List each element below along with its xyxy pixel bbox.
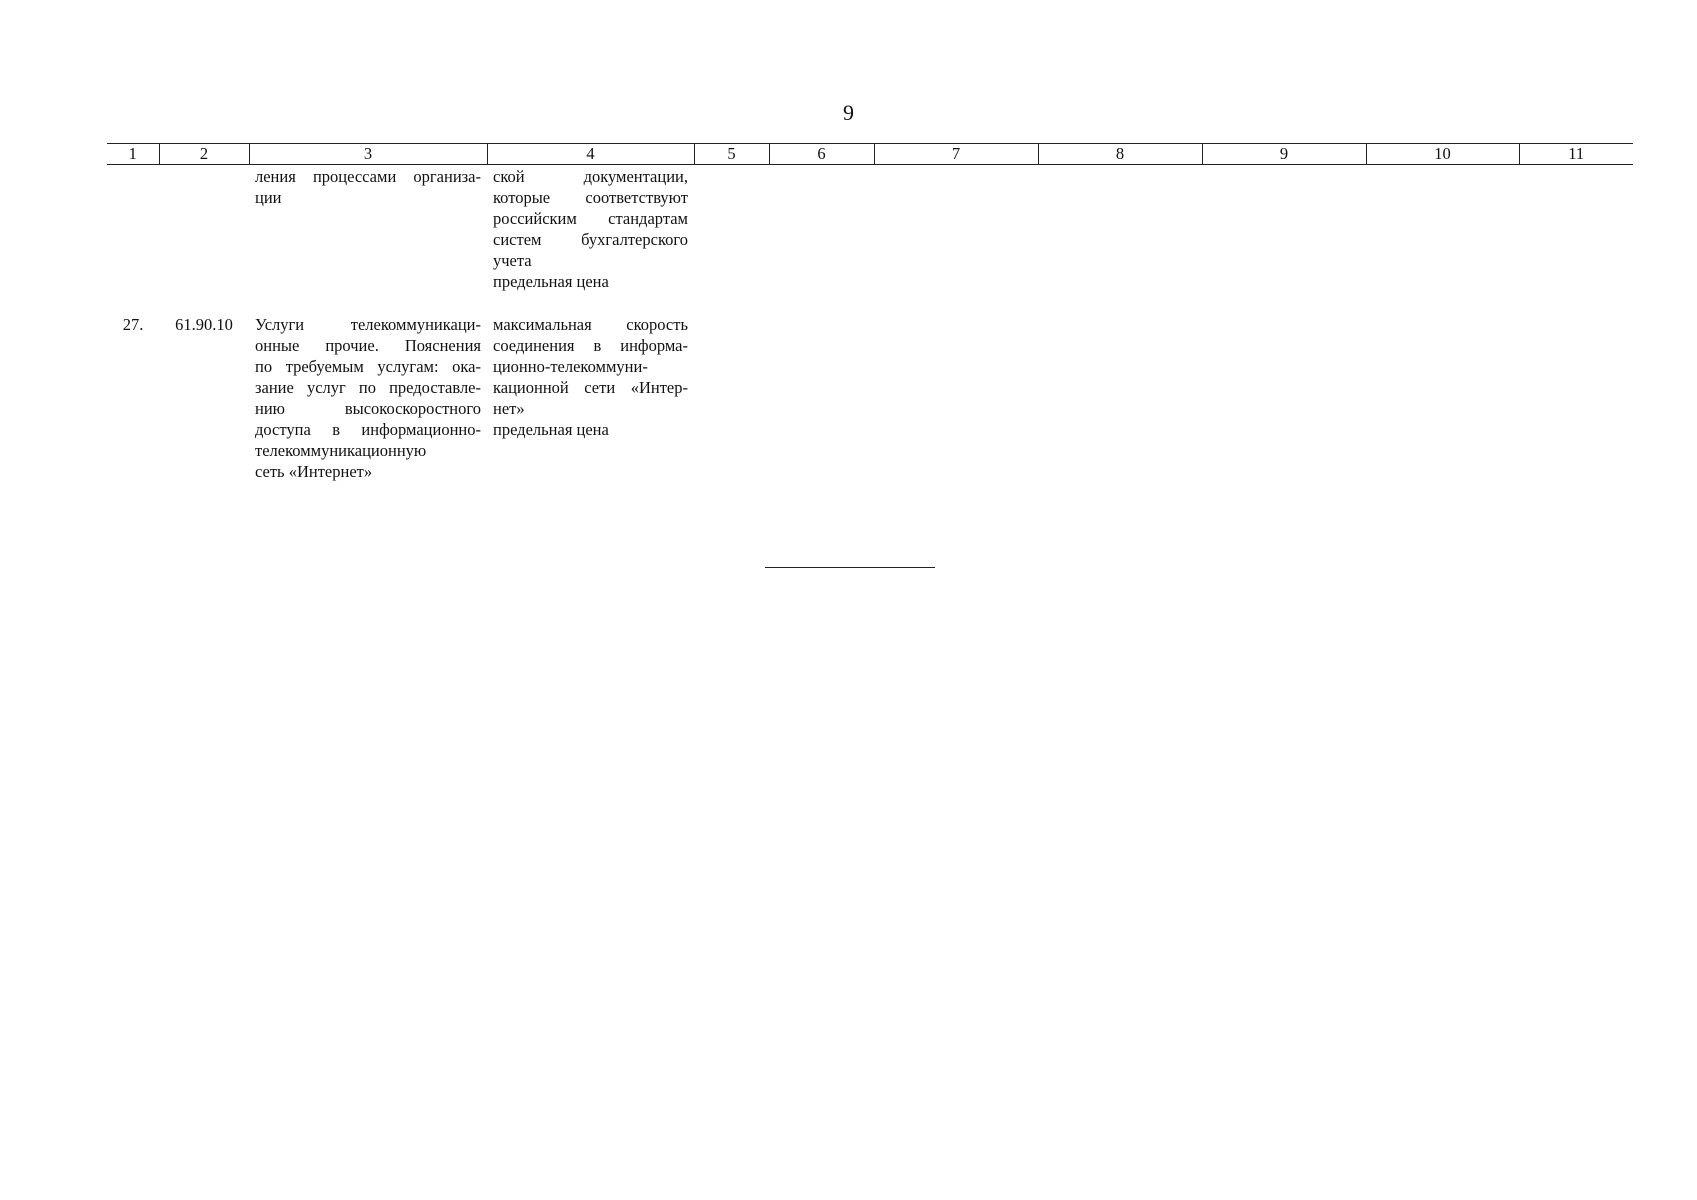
row-cell-empty [1202,313,1366,483]
characteristic-line: ционно-телекоммуни- [493,357,648,376]
row-cell-empty [769,313,874,483]
row-characteristics [487,165,694,314]
end-of-document-rule [765,567,935,568]
column-header: 4 [487,144,694,165]
characteristic-line: учета [493,251,532,270]
row-number: 27. [122,315,144,334]
row-cell-empty [1202,165,1366,314]
page-number: 9 [843,100,854,125]
column-header: 7 [874,144,1038,165]
row-cell-empty [769,165,874,314]
description-line: онные прочие. Пояснения [255,336,481,355]
characteristic-line: предельная цена [493,272,609,291]
row-characteristics [487,313,694,483]
row-cell-empty [694,165,769,314]
table-header-row [107,144,1633,165]
description-line: Услуги телекоммуникаци- [255,315,481,334]
row-description [249,313,487,483]
row-cell-empty [1038,313,1202,483]
characteristic-line: ской документации, [493,167,688,186]
row-description [249,165,487,314]
row-cell-empty [874,313,1038,483]
characteristic-line: которые соответствуют [493,188,688,207]
column-header: 2 [159,144,249,165]
column-header: 9 [1202,144,1366,165]
row-cell-empty [1038,165,1202,314]
characteristic-line: максимальная скорость [493,315,688,334]
column-header: 6 [769,144,874,165]
column-header: 3 [249,144,487,165]
table-row [107,165,1633,314]
row-code: 61.90.10 [175,315,233,334]
row-cell-empty [1519,165,1633,314]
requirements-table [107,143,1633,483]
description-line: ления процессами организа- [255,167,481,186]
characteristic-line: кационной сети «Интер- [493,378,688,397]
row-cell-empty [1366,313,1519,483]
description-line: ции [255,188,282,207]
column-header: 10 [1366,144,1519,165]
column-header: 8 [1038,144,1202,165]
characteristic-line: систем бухгалтерского [493,230,688,249]
column-header: 5 [694,144,769,165]
description-line: зание услуг по предоставле- [255,378,481,397]
row-cell-empty [1519,313,1633,483]
table-row [107,313,1633,483]
column-header: 1 [107,144,159,165]
characteristic-line: российским стандартам [493,209,688,228]
characteristic-line: предельная цена [493,420,609,439]
description-line: сеть «Интернет» [255,462,373,481]
characteristic-line: нет» [493,399,525,418]
row-cell-empty [874,165,1038,314]
row-number [107,165,159,314]
description-line: нию высокоскоростного [255,399,481,418]
column-header: 11 [1519,144,1633,165]
characteristic-line: соединения в информа- [493,336,688,355]
description-line: по требуемым услугам: ока- [255,357,481,376]
row-cell-empty [1366,165,1519,314]
description-line: доступа в информационно- [255,420,481,439]
row-cell-empty [694,313,769,483]
description-line: телекоммуникационную [255,441,427,460]
row-code [159,165,249,314]
